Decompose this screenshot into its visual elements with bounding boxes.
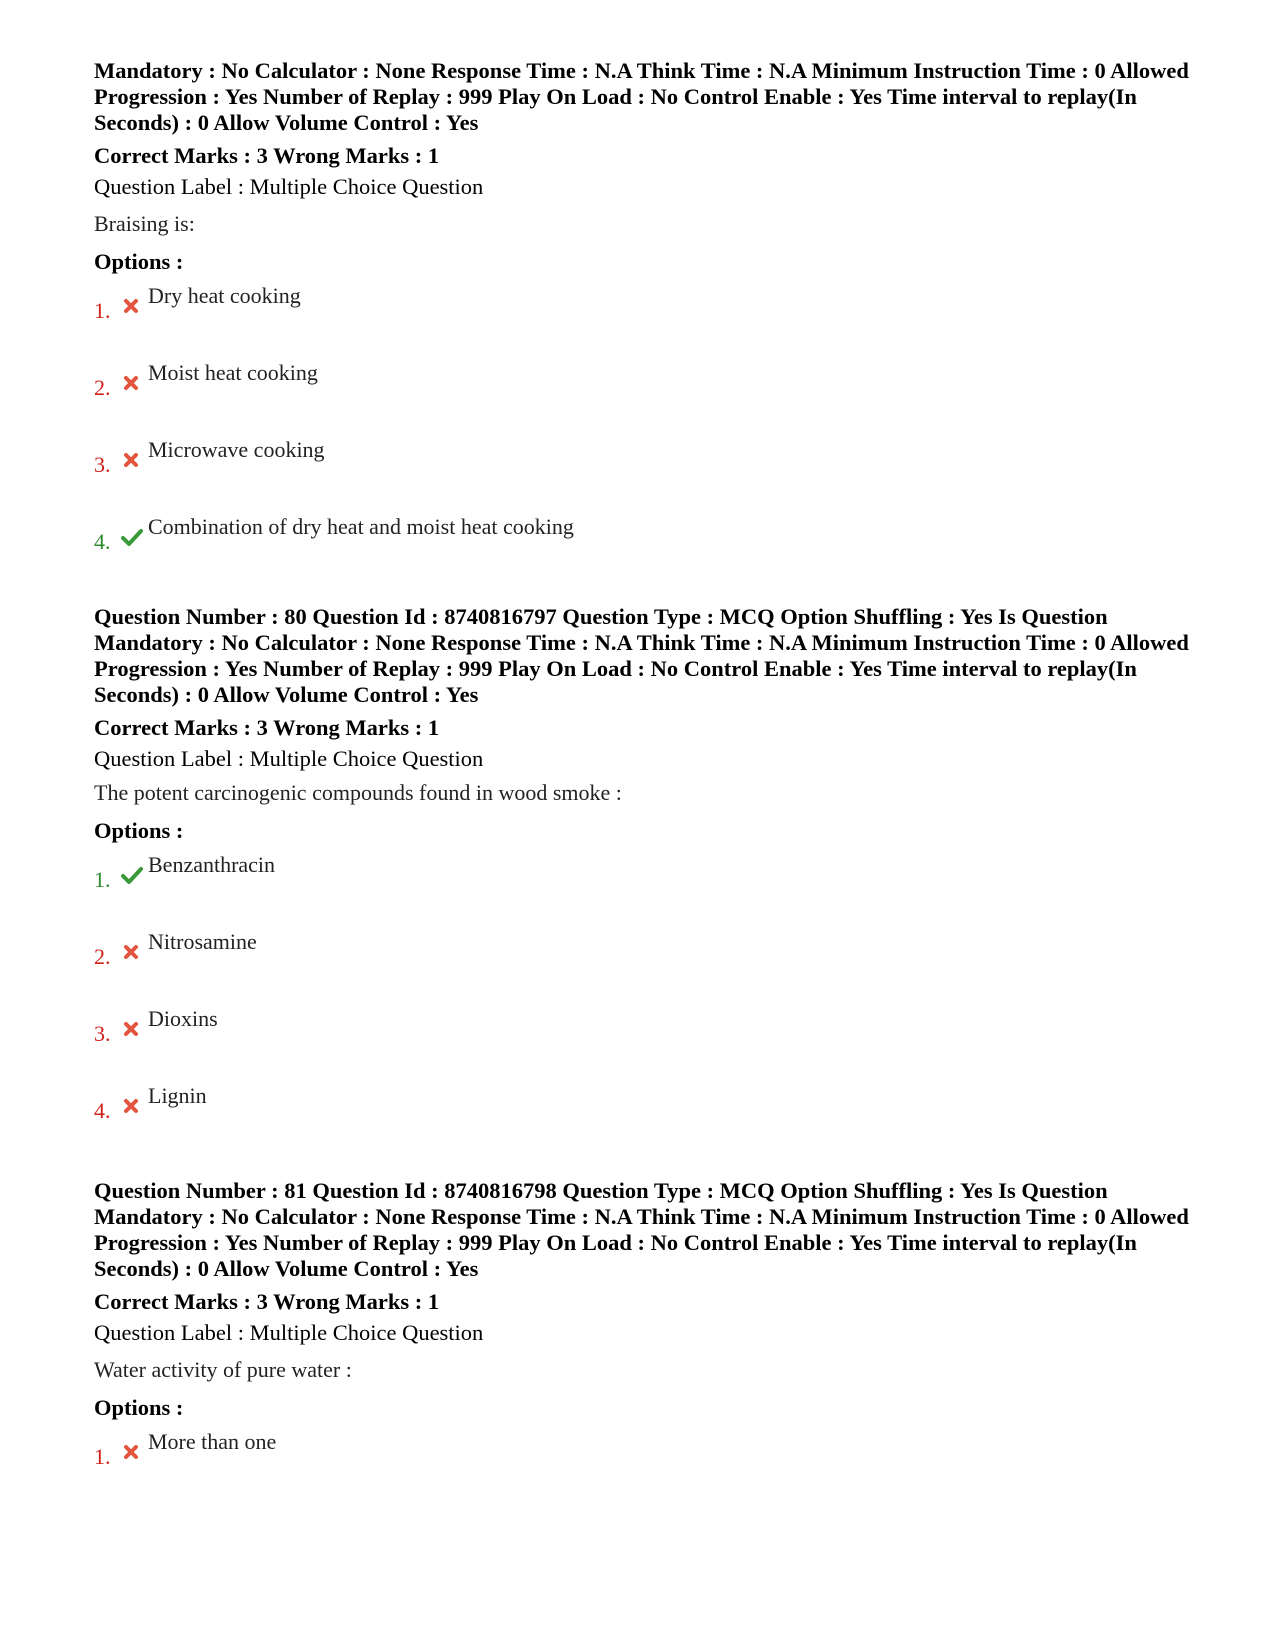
option-item xyxy=(94,1427,1189,1504)
option-text: Lignin xyxy=(148,1083,207,1108)
option-number: 3. xyxy=(94,452,111,477)
option-item xyxy=(94,358,1189,435)
option-number: 2. xyxy=(94,944,111,969)
question-label: Question Label : Multiple Choice Question xyxy=(94,1320,484,1345)
cross-icon xyxy=(120,1441,142,1463)
option-text: More than one xyxy=(148,1429,277,1454)
checkmark-icon xyxy=(120,864,142,886)
cross-icon xyxy=(120,1018,142,1040)
option-item xyxy=(94,435,1189,512)
option-number: 4. xyxy=(94,529,111,554)
question-marks: Correct Marks : 3 Wrong Marks : 1 xyxy=(94,1289,440,1314)
options-heading: Options : xyxy=(94,818,184,843)
option-number: 1. xyxy=(94,1444,111,1469)
option-text: Moist heat cooking xyxy=(148,360,318,385)
option-text: Benzanthracin xyxy=(148,852,276,877)
question-marks: Correct Marks : 3 Wrong Marks : 1 xyxy=(94,715,440,740)
option-number: 3. xyxy=(94,1021,111,1046)
option-item xyxy=(94,512,1189,589)
options-heading: Options : xyxy=(94,249,184,274)
options-list xyxy=(94,850,1189,1158)
question-marks: Correct Marks : 3 Wrong Marks : 1 xyxy=(94,143,440,168)
option-item xyxy=(94,1081,1189,1158)
cross-icon xyxy=(120,1095,142,1117)
option-item xyxy=(94,850,1189,927)
option-text: Dry heat cooking xyxy=(148,283,301,308)
options-list xyxy=(94,281,1189,589)
cross-icon xyxy=(120,295,142,317)
question-text: Water activity of pure water : xyxy=(94,1357,352,1382)
options-heading: Options : xyxy=(94,1395,184,1420)
question-block-81 xyxy=(94,1178,1189,1504)
question-block-79 xyxy=(94,58,1189,589)
question-meta: Question Number : 81 Question Id : 8740816798 Question Type : MCQ Option Shuffling : Yes Is Question Mandatory : No Calculator : None Response Time : N.A Think Time : N.A Minimum Instruction Time : 0 Allowed Progression : Yes Number of Replay : 999 Play On Load : No Control Enable : Yes Time interval to replay(In Seconds) : 0 Allow Volume Control : Yes xyxy=(94,1178,1189,1281)
option-text: Microwave cooking xyxy=(148,437,325,462)
question-text: The potent carcinogenic compounds found in wood smoke : xyxy=(94,780,622,805)
question-label: Question Label : Multiple Choice Question xyxy=(94,174,484,199)
question-block-80 xyxy=(94,604,1189,1158)
option-number: 1. xyxy=(94,298,111,323)
option-text: Nitrosamine xyxy=(148,929,257,954)
question-label: Question Label : Multiple Choice Question xyxy=(94,746,484,771)
option-text: Combination of dry heat and moist heat cooking xyxy=(148,514,574,539)
option-number: 2. xyxy=(94,375,111,400)
question-meta: Mandatory : No Calculator : None Response Time : N.A Think Time : N.A Minimum Instruction Time : 0 Allowed Progression : Yes Number of Replay : 999 Play On Load : No Control Enable : Yes Time interval to replay(In Seconds) : 0 Allow Volume Control : Yes xyxy=(94,58,1189,135)
option-item xyxy=(94,927,1189,1004)
option-item xyxy=(94,281,1189,358)
checkmark-icon xyxy=(120,526,142,548)
question-text: Braising is: xyxy=(94,211,195,236)
options-list xyxy=(94,1427,1189,1504)
option-text: Dioxins xyxy=(148,1006,218,1031)
option-number: 1. xyxy=(94,867,111,892)
question-meta: Question Number : 80 Question Id : 8740816797 Question Type : MCQ Option Shuffling : Yes Is Question Mandatory : No Calculator : None Response Time : N.A Think Time : N.A Minimum Instruction Time : 0 Allowed Progression : Yes Number of Replay : 999 Play On Load : No Control Enable : Yes Time interval to replay(In Seconds) : 0 Allow Volume Control : Yes xyxy=(94,604,1189,707)
option-number: 4. xyxy=(94,1098,111,1123)
cross-icon xyxy=(120,372,142,394)
cross-icon xyxy=(120,941,142,963)
option-item xyxy=(94,1004,1189,1081)
cross-icon xyxy=(120,449,142,471)
